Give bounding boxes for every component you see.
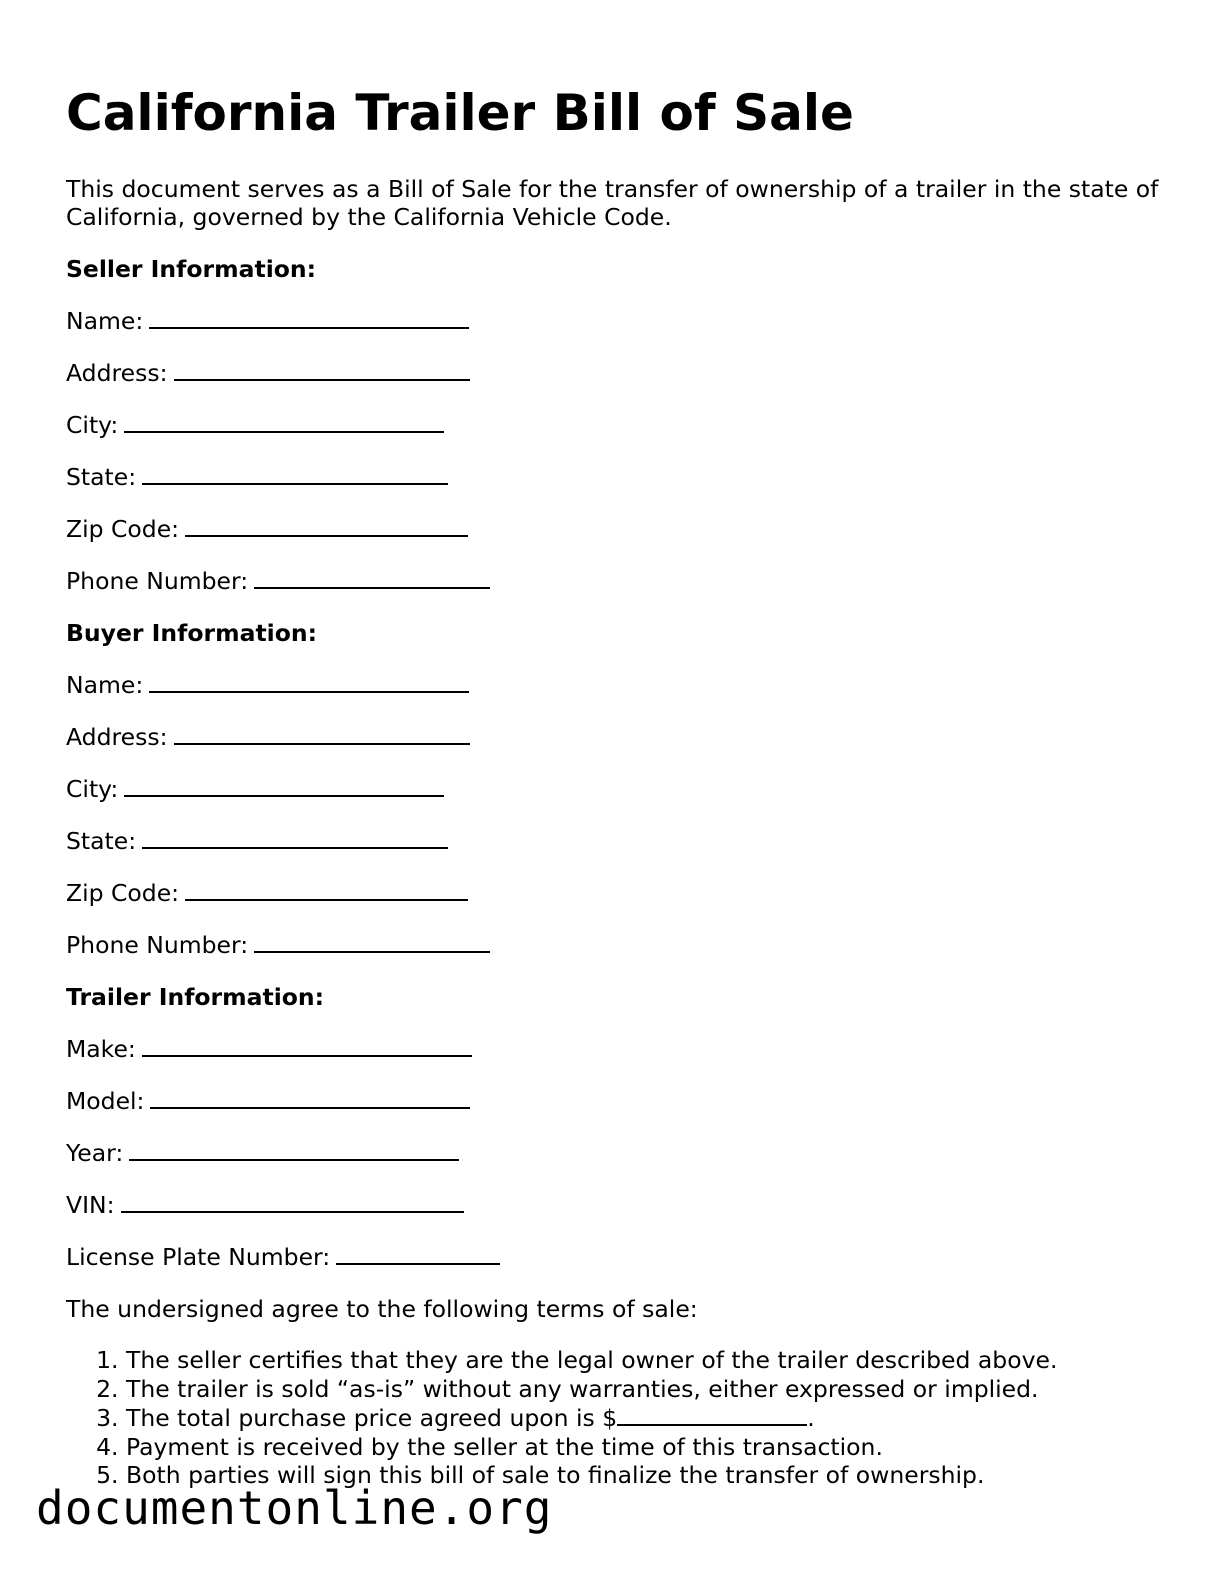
list-item: 2. The trailer is sold “as-is” without any warranties, either expressed or implied. xyxy=(126,1375,1057,1404)
trailer-model-field[interactable] xyxy=(66,1086,470,1116)
trailer-make-field[interactable] xyxy=(66,1034,472,1064)
seller-city-field[interactable] xyxy=(66,410,444,440)
fill-line[interactable] xyxy=(142,1034,472,1057)
terms-list xyxy=(66,1346,1057,1490)
watermark-logo: documentonline.org xyxy=(36,1481,553,1535)
field-label: Phone Number: xyxy=(66,931,249,959)
fill-line[interactable] xyxy=(149,670,469,693)
buyer-phone-field[interactable] xyxy=(66,930,490,960)
buyer-heading: Buyer Information: xyxy=(66,619,318,647)
buyer-state-field[interactable] xyxy=(66,826,448,856)
field-label: Model: xyxy=(66,1087,145,1115)
field-label: Zip Code: xyxy=(66,515,180,543)
buyer-address-field[interactable] xyxy=(66,722,470,752)
field-label: Phone Number: xyxy=(66,567,249,595)
fill-line[interactable] xyxy=(121,1190,464,1213)
seller-zip-field[interactable] xyxy=(66,514,468,544)
document-title: California Trailer Bill of Sale xyxy=(66,84,854,142)
field-label: VIN: xyxy=(66,1191,115,1219)
fill-line[interactable] xyxy=(149,306,469,329)
seller-state-field[interactable] xyxy=(66,462,448,492)
list-item xyxy=(126,1403,1057,1433)
price-fill-line[interactable] xyxy=(617,1403,807,1426)
fill-line[interactable] xyxy=(185,878,468,901)
field-label: Year: xyxy=(66,1139,124,1167)
fill-line[interactable] xyxy=(254,566,490,589)
fill-line[interactable] xyxy=(129,1138,459,1161)
field-label: City: xyxy=(66,775,119,803)
field-label: City: xyxy=(66,411,119,439)
field-label: License Plate Number: xyxy=(66,1243,331,1271)
seller-heading: Seller Information: xyxy=(66,255,317,283)
field-label: Address: xyxy=(66,359,168,387)
fill-line[interactable] xyxy=(185,514,468,537)
field-label: State: xyxy=(66,827,137,855)
field-label: Name: xyxy=(66,307,144,335)
buyer-city-field[interactable] xyxy=(66,774,444,804)
buyer-name-field[interactable] xyxy=(66,670,469,700)
fill-line[interactable] xyxy=(124,410,444,433)
terms-intro: The undersigned agree to the following terms of sale: xyxy=(66,1295,698,1323)
fill-line[interactable] xyxy=(174,358,470,381)
fill-line[interactable] xyxy=(254,930,490,953)
list-item: 1. The seller certifies that they are the legal owner of the trailer described above. xyxy=(126,1346,1057,1375)
price-term-suffix: . xyxy=(807,1404,815,1432)
price-term-text: The total purchase price agreed upon is $ xyxy=(126,1404,618,1432)
fill-line[interactable] xyxy=(142,826,448,849)
trailer-plate-field[interactable] xyxy=(66,1242,500,1272)
fill-line[interactable] xyxy=(174,722,470,745)
list-item: 4. Payment is received by the seller at the time of this transaction. xyxy=(126,1433,1057,1462)
trailer-heading: Trailer Information: xyxy=(66,983,325,1011)
buyer-zip-field[interactable] xyxy=(66,878,468,908)
trailer-vin-field[interactable] xyxy=(66,1190,464,1220)
trailer-year-field[interactable] xyxy=(66,1138,459,1168)
fill-line[interactable] xyxy=(336,1242,500,1265)
fill-line[interactable] xyxy=(150,1086,470,1109)
intro-paragraph: This document serves as a Bill of Sale for the transfer of ownership of a trailer in the state of California, governed by the California Vehicle Code. xyxy=(66,175,1159,231)
field-label: Address: xyxy=(66,723,168,751)
seller-name-field[interactable] xyxy=(66,306,469,336)
field-label: Make: xyxy=(66,1035,136,1063)
list-item: 5. Both parties will sign this bill of sale to finalize the transfer of ownership. xyxy=(126,1461,1057,1490)
seller-phone-field[interactable] xyxy=(66,566,490,596)
seller-address-field[interactable] xyxy=(66,358,470,388)
field-label: Zip Code: xyxy=(66,879,180,907)
field-label: State: xyxy=(66,463,137,491)
fill-line[interactable] xyxy=(142,462,448,485)
fill-line[interactable] xyxy=(124,774,444,797)
field-label: Name: xyxy=(66,671,144,699)
